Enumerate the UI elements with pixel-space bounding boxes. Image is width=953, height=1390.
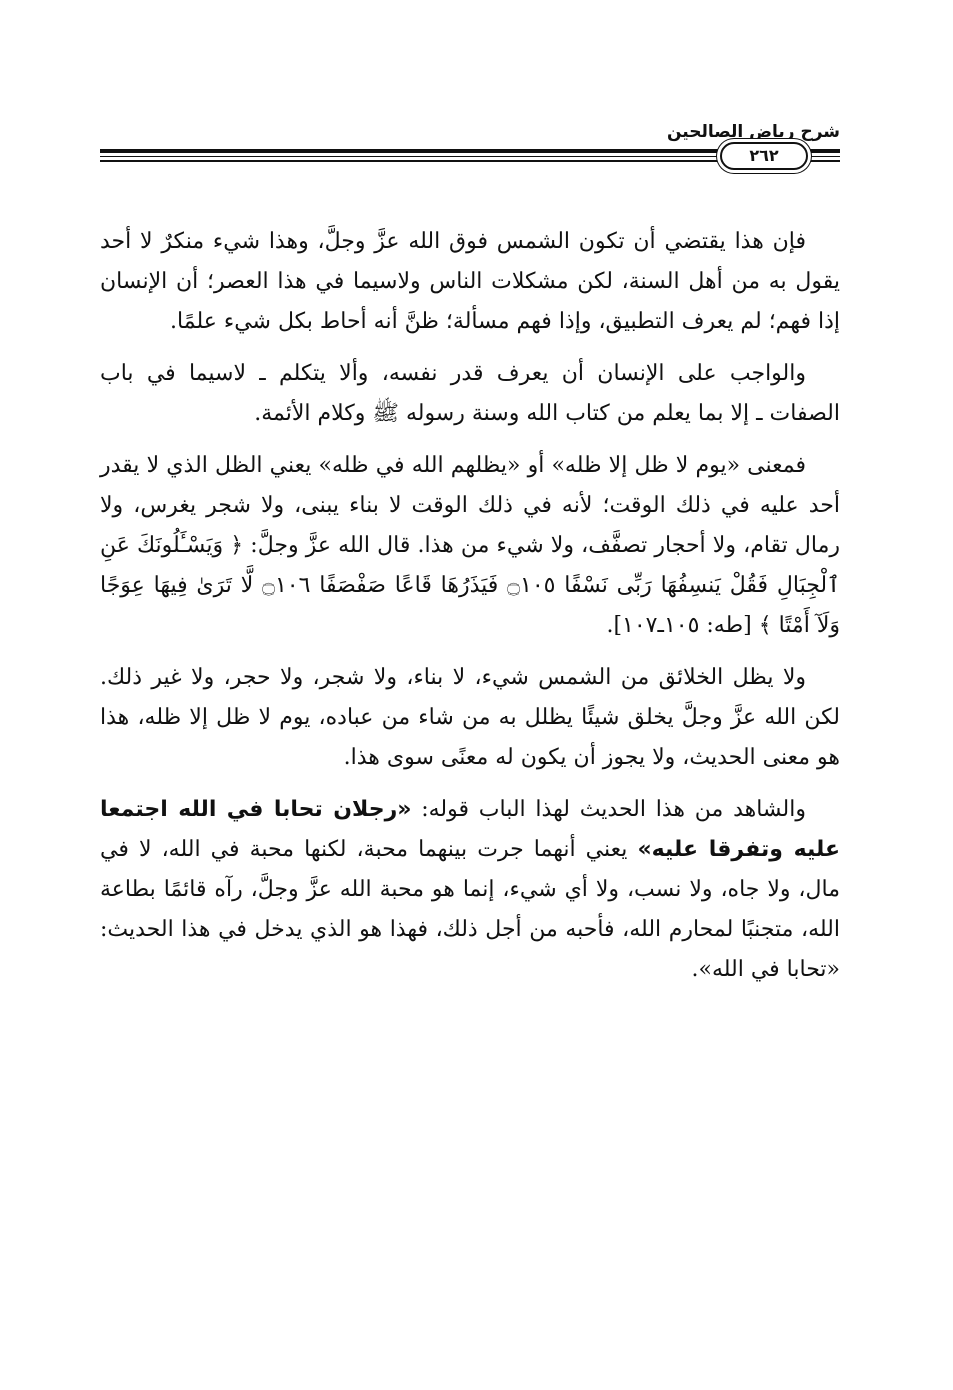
paragraph-5 — [100, 790, 840, 990]
paragraph-5-lead: والشاهد من هذا الحديث لهذا الباب قوله: — [411, 797, 806, 822]
page-body — [100, 222, 840, 1002]
verse-reference: [طه: ١٠٥ـ١٠٧]. — [606, 613, 759, 638]
hadith-quote: «رجلان تحابا في الله اجتمعا عليه وتفرقا عليه» — [100, 797, 840, 862]
paragraph-4: ولا يظل الخلائق من الشمس شيء، لا بناء، ولا شجر، ولا حجر، ولا غير ذلك. لكن الله عزَّ وجلَّ يخلق شيئًا يظلل به من شاء من عباده، يوم لا ظل إلا ظله، هذا هو معنى الحديث، ولا يجوز أن يكون له معنًى سوى هذا. — [100, 665, 840, 770]
running-title: شرح رياض الصالحين — [666, 122, 840, 142]
paragraph-1: فإن هذا يقتضي أن تكون الشمس فوق الله عزَّ وجلَّ، وهذا شيء منكرٌ لا أحد يقول به من أهل السنة، لكن مشكلات الناس ولاسيما في هذا العصر؛ أن الإنسان إذا فهم؛ لم يعرف التطبيق، وإذا فهم مسألة؛ ظنَّ أنه أحاط بكل شيء علمًا. — [100, 229, 840, 334]
paragraph-5-text: يعني أنهما جرت بينهما محبة، لكنها محبة في الله، لا في مال، ولا جاه، ولا نسب، ولا أي شيء، إنما هو محبة الله عزَّ وجلَّ، رآه قائمًا بطاعة الله، متجنبًا لمحارم الله، فأحبه من أجل ذلك، فهذا هو الذي يدخل في هذا الحديث: «تحابا في الله». — [100, 837, 840, 982]
paragraph-3-text: فمعنى «يوم لا ظل إلا ظله» أو «يظلهم الله في ظله» يعني الظل الذي لا يقدر أحد عليه في ذلك الوقت؛ لأنه في ذلك الوقت لا بناء يبنى، ولا شجر يغرس، ولا رمال تقام، ولا أحجار تصفَّف، ولا شيء من هذا. قال الله عزَّ وجلَّ: — [100, 453, 841, 558]
page-header — [100, 118, 840, 178]
paragraph-2: والواجب على الإنسان أن يعرف قدر نفسه، وألا يتكلم ـ لاسيما في باب الصفات ـ إلا بما يعلم من كتاب الله وسنة رسوله ﷺ وكلام الأئمة. — [100, 361, 840, 426]
page-number: ٢٦٢ — [720, 142, 808, 170]
paragraph-3 — [100, 446, 840, 646]
quran-verse: ﴿ وَيَسْـَٔلُونَكَ عَنِ ٱلْجِبَالِ فَقُلْ يَنسِفُهَا رَبِّى نَسْفًا ۝١٠٥ فَيَذَرُهَا قَاعًا صَفْصَفًا ۝١٠٦ لَّا تَرَىٰ فِيهَا عِوَجًا وَلَآ أَمْتًا ﴾ — [100, 533, 841, 638]
